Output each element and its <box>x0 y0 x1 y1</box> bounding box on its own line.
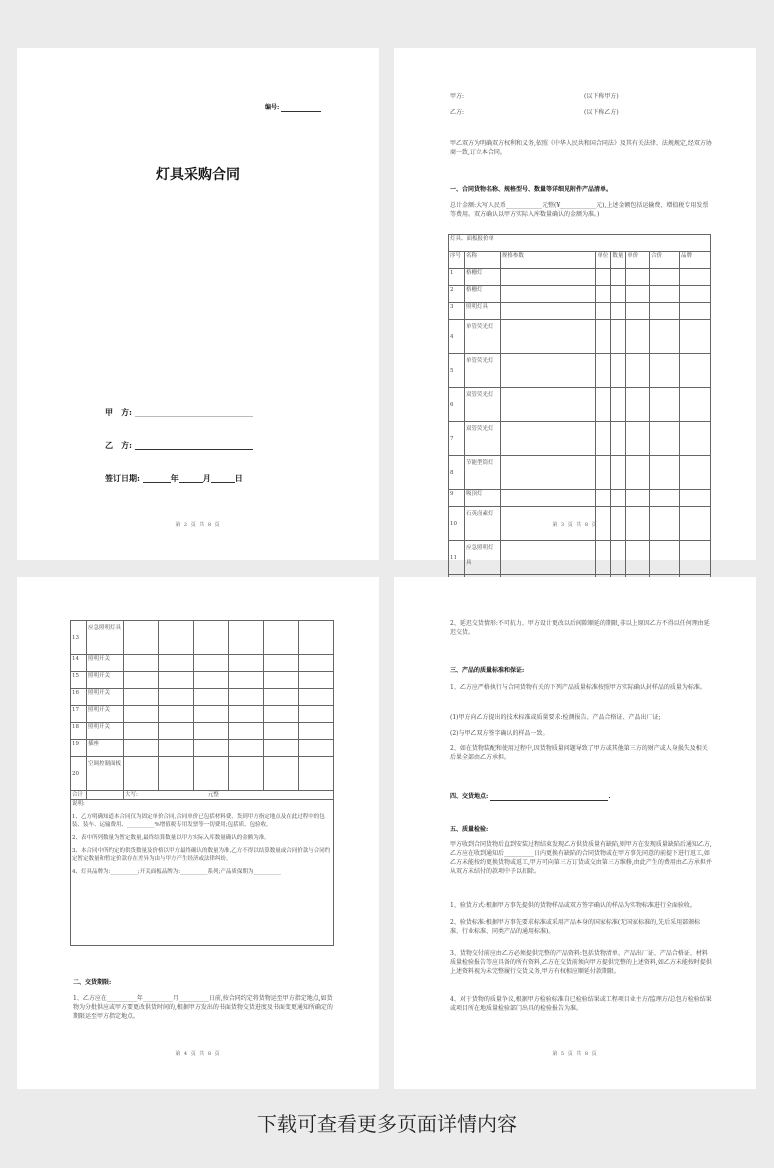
empty-cell <box>124 723 159 740</box>
row-number-cell: 1 <box>449 269 465 286</box>
empty-cell <box>228 723 263 740</box>
delay-clause: 2、延迟交货情形:不可抗力、甲方设计更改以后间隙顺延的期限,非以上原因乙方不得以任何理由延迟交货。 <box>450 620 710 636</box>
empty-cell <box>611 354 626 388</box>
row-number-cell: 19 <box>71 740 87 757</box>
row-number-cell: 17 <box>71 706 87 723</box>
party-b-note: (以下称乙方) <box>584 109 619 116</box>
section-3-heading: 三、产品的质量标准和保证: <box>450 667 525 674</box>
empty-cell <box>596 303 611 320</box>
empty-cell <box>500 354 596 388</box>
empty-cell <box>228 655 263 672</box>
note-item: 2、表中所列数量为暂定数量,最终结算数量以甲方实际入库数量确认的金额为准。 <box>72 835 270 841</box>
number-field <box>265 103 321 112</box>
empty-cell <box>596 269 611 286</box>
empty-cell <box>596 320 611 354</box>
empty-cell <box>500 388 596 422</box>
number-underline <box>281 111 321 112</box>
empty-cell <box>193 621 228 655</box>
empty-cell <box>298 655 333 672</box>
empty-cell <box>500 286 596 303</box>
empty-cell <box>650 388 680 422</box>
empty-cell <box>500 541 596 575</box>
note-label: 说明: <box>72 801 85 807</box>
section-5-heading: 五、质量检验: <box>450 826 489 833</box>
empty-cell <box>596 422 611 456</box>
empty-cell <box>124 672 159 689</box>
inspection-4: 4、对于货物的质量争议,根据甲方检验标准自已检验结果或工程项目业主方/监理方/总包方检验结果或项目所在地质量检验部门出具的检验报告为准。 <box>450 996 712 1012</box>
table-row <box>449 456 711 490</box>
table-header-cell: 合价 <box>650 252 680 269</box>
table-row <box>449 286 711 303</box>
table-header-cell: 规格参数 <box>500 252 596 269</box>
empty-cell <box>626 490 650 507</box>
empty-cell <box>228 672 263 689</box>
note-item: 1、乙方明确知道本合同仅为固定单价合同,合同单价已包括材料费、货到甲方指定地点及在此过程中的包装、装车、运输费用、__________%增值税专用发票等一切费用;包括质、包验收。 <box>72 814 325 828</box>
daxie-label: 大写: <box>125 792 138 798</box>
empty-cell <box>263 706 298 723</box>
row-name-cell: 石英卤素灯 <box>464 507 500 541</box>
party-b: 乙方: <box>450 109 465 116</box>
empty-cell <box>650 456 680 490</box>
table-row <box>71 723 334 740</box>
empty-cell <box>158 740 193 757</box>
row-number-cell: 13 <box>71 621 87 655</box>
party-a-line <box>105 408 253 417</box>
number-label: 编号: <box>265 104 280 111</box>
empty-cell <box>500 320 596 354</box>
empty-cell <box>193 740 228 757</box>
empty-cell <box>650 269 680 286</box>
table-row <box>449 388 711 422</box>
yuan-label: 元整 <box>207 792 219 798</box>
row-number-cell: 9 <box>449 490 465 507</box>
quality-1-a: (1)甲方向乙方提出的技术标准或质量要求:检测报告、产品合格证、产品出厂证; <box>450 714 661 721</box>
month-label: 月 <box>202 473 211 483</box>
row-name-cell: 吸顶灯 <box>464 490 500 507</box>
table-header-cell: 品牌 <box>680 252 711 269</box>
empty-cell <box>611 303 626 320</box>
row-name-cell: 单管荧光灯 <box>464 354 500 388</box>
contract-page-5 <box>394 577 756 1089</box>
table-header-cell: 名称 <box>464 252 500 269</box>
table-row <box>449 303 711 320</box>
empty-cell <box>298 706 333 723</box>
table-row <box>71 706 334 723</box>
year-label: 年 <box>170 473 179 483</box>
empty-cell <box>680 303 711 320</box>
empty-cell <box>626 541 650 575</box>
empty-cell <box>158 706 193 723</box>
table-row <box>71 621 334 655</box>
empty-cell <box>680 269 711 286</box>
quality-1: 1、乙方应严格执行与合同货物有关的下列产品质量标准按照甲方实际确认封样品的质量为标准。 <box>450 684 706 691</box>
empty-cell <box>650 541 680 575</box>
empty-cell <box>680 388 711 422</box>
empty-cell <box>500 490 596 507</box>
table-header-cell: 序号 <box>449 252 465 269</box>
empty-cell <box>611 320 626 354</box>
contract-page-4 <box>17 577 379 1089</box>
empty-cell <box>228 689 263 706</box>
empty-cell <box>611 456 626 490</box>
table-row <box>449 422 711 456</box>
row-name-cell: 格栅灯 <box>464 286 500 303</box>
page-footer: 第 3 页 共 8 页 <box>552 522 598 528</box>
empty-cell <box>228 706 263 723</box>
empty-cell <box>298 757 333 791</box>
row-name-cell: 照明开关 <box>87 689 124 706</box>
quote-table <box>448 234 711 609</box>
empty-cell <box>124 655 159 672</box>
table-row <box>449 354 711 388</box>
empty-cell <box>596 354 611 388</box>
total-amount-text: 总计金额:大写人民币____________元整(¥____________元),上述金额包括运输费、增值税专用发票等费用。双方确认以甲方实际入库数量确认的金额为准。) <box>450 202 709 218</box>
empty-cell <box>298 689 333 706</box>
total-cell: 合计 <box>71 791 87 800</box>
page-footer: 第 2 页 共 8 页 <box>175 522 221 528</box>
inspection-text: 甲方收到合同货物后直到安装过程结束发现乙方供货质量有缺陷,则甲方在发现质量缺陷后通知乙方,乙方应在收到通知后__________日内更换有缺陷的合同货物或在甲方事先同意的前提下进行返工,如乙方未能按约更换货物或返工,甲方可向第三方订货或交由第三方维修,由此产生的费用由乙方承担并从双方未结付的款项中予以扣除。 <box>450 841 712 875</box>
empty-cell <box>626 354 650 388</box>
inspection-3: 3、货物交付前应由乙方必须提供完整的产品资料:包括货物清单、产品出厂证、产品合格证、材料质量检验报告等应具备的所有资料,乙方在交货前须向甲方提供完整的上述资料,如乙方未能按时提供上述资料视为未完整履行交货义务,甲方有权相应顺延付款期限。 <box>450 950 712 975</box>
empty-cell <box>500 456 596 490</box>
contract-page-3 <box>394 48 756 566</box>
party-b-label: 乙 方: <box>105 440 132 450</box>
row-number-cell: 2 <box>449 286 465 303</box>
empty-cell <box>124 621 159 655</box>
table-row <box>71 757 334 791</box>
empty-cell <box>596 541 611 575</box>
row-number-cell: 16 <box>71 689 87 706</box>
party-b-underline <box>135 449 253 450</box>
empty-cell <box>124 740 159 757</box>
contract-cover-page <box>17 48 379 560</box>
empty-cell <box>626 320 650 354</box>
row-name-cell: 双管荧光灯 <box>464 422 500 456</box>
row-number-cell: 6 <box>449 388 465 422</box>
table-row <box>71 740 334 757</box>
empty-cell <box>263 672 298 689</box>
empty-cell <box>193 689 228 706</box>
empty-cell <box>193 655 228 672</box>
row-name-cell: 照明开关 <box>87 672 124 689</box>
section-4-heading: 四、交货地点: <box>450 793 489 800</box>
table-header-cell: 单价 <box>626 252 650 269</box>
empty-cell <box>263 689 298 706</box>
row-number-cell: 8 <box>449 456 465 490</box>
row-number-cell: 4 <box>449 320 465 354</box>
row-name-cell: 格栅灯 <box>464 269 500 286</box>
empty-cell <box>158 689 193 706</box>
row-name-cell: 照明开关 <box>87 706 124 723</box>
row-name-cell: 应急照明灯具 <box>87 621 124 655</box>
party-a-underline <box>135 416 253 417</box>
section-4: 四、交货地点: . <box>450 793 611 800</box>
row-name-cell: 照明开关 <box>87 723 124 740</box>
empty-cell <box>596 490 611 507</box>
row-name-cell: 节能型筒灯 <box>464 456 500 490</box>
table-row <box>449 490 711 507</box>
row-number-cell: 3 <box>449 303 465 320</box>
row-number-cell: 11 <box>449 541 465 575</box>
section-1-heading: 一、合同货物名称、规格型号、数量等详细见附件产品清单。 <box>450 186 613 193</box>
empty-cell <box>263 655 298 672</box>
empty-cell <box>193 723 228 740</box>
table-row <box>71 655 334 672</box>
empty-cell <box>228 757 263 791</box>
table-header-row <box>449 252 711 269</box>
empty-cell <box>263 621 298 655</box>
empty-cell <box>611 422 626 456</box>
inspection-2: 2、验货标准:根据甲方事先要求标准或采用产品本身的国家标准(无国家标准的,先后采用部颁标准、行业标准、同类产品的通用标准)。 <box>450 919 701 935</box>
sign-date-line <box>105 474 243 483</box>
empty-cell <box>611 286 626 303</box>
row-name-cell: 应急照明灯具 <box>464 541 500 575</box>
page-footer: 第 4 页 共 8 页 <box>175 1051 221 1057</box>
party-b-line <box>105 441 253 450</box>
empty-cell <box>626 388 650 422</box>
empty-cell <box>263 757 298 791</box>
row-number-cell: 7 <box>449 422 465 456</box>
empty-cell <box>124 689 159 706</box>
table-row <box>449 320 711 354</box>
empty-cell <box>680 286 711 303</box>
table-row <box>71 800 334 946</box>
empty-cell <box>298 672 333 689</box>
empty-cell <box>626 422 650 456</box>
empty-cell <box>626 456 650 490</box>
empty-cell <box>680 320 711 354</box>
empty-cell <box>158 655 193 672</box>
intro-paragraph: 甲乙双方为明确双方权利和义务,依照《中华人民共和国合同法》及其有关法律、法规规定,经双方协商一致,订立本合同。 <box>450 140 712 156</box>
delivery-place-underline <box>490 800 608 801</box>
empty-cell <box>158 723 193 740</box>
empty-cell <box>500 422 596 456</box>
empty-cell <box>611 541 626 575</box>
empty-cell <box>298 740 333 757</box>
row-name-cell: 双管荧光灯 <box>464 388 500 422</box>
table-row <box>71 672 334 689</box>
row-number-cell: 5 <box>449 354 465 388</box>
contract-title: 灯具采购合同 <box>156 167 240 183</box>
empty-cell <box>680 422 711 456</box>
row-name-cell: 照明灯具 <box>464 303 500 320</box>
empty-cell <box>500 303 596 320</box>
month-underline <box>179 482 203 483</box>
empty-cell <box>596 286 611 303</box>
empty-cell <box>298 621 333 655</box>
empty-cell <box>596 388 611 422</box>
row-name-cell: 照明开关 <box>87 655 124 672</box>
table-row <box>449 541 711 575</box>
row-number-cell: 20 <box>71 757 87 791</box>
empty-cell <box>124 757 159 791</box>
note-item: 3、本合同中所约定的供货数量及价格以甲方最终确认的数量为准,乙方不得以结算数量或合同价款与合同约定暂定数量和暂定价款存在差异为由与甲方产生经济或法律纠纷。 <box>72 848 331 862</box>
empty-cell <box>650 422 680 456</box>
empty-cell <box>680 490 711 507</box>
empty-cell <box>680 456 711 490</box>
table-header-cell: 数量 <box>611 252 626 269</box>
empty-cell <box>298 723 333 740</box>
empty-cell <box>596 456 611 490</box>
empty-cell <box>680 541 711 575</box>
table-row <box>71 791 334 800</box>
party-a-label: 甲 方: <box>105 407 132 417</box>
page-footer: 第 5 页 共 8 页 <box>552 1051 598 1057</box>
party-a-note: (以下称甲方) <box>584 93 619 100</box>
empty-cell <box>650 320 680 354</box>
empty-cell <box>626 286 650 303</box>
row-number-cell: 15 <box>71 672 87 689</box>
empty-cell <box>193 672 228 689</box>
empty-cell <box>193 757 228 791</box>
row-number-cell: 18 <box>71 723 87 740</box>
day-underline <box>211 482 235 483</box>
day-label: 日 <box>234 473 243 483</box>
empty-cell <box>650 490 680 507</box>
row-name-cell: 单管荧光灯 <box>464 320 500 354</box>
quality-1-b: (2)与甲乙双方签字确认的样品一致。 <box>450 730 549 737</box>
inspection-1: 1、验货方式:根据甲方事先提供的货物样品或双方签字确认的样品为实物标准进行全面验收。 <box>450 902 696 909</box>
empty-cell <box>263 740 298 757</box>
empty-cell <box>611 269 626 286</box>
year-underline <box>143 482 171 483</box>
empty-cell <box>263 723 298 740</box>
empty-cell <box>611 490 626 507</box>
empty-cell <box>158 672 193 689</box>
empty-cell <box>611 388 626 422</box>
table-caption: 灯具、面板报价单 <box>449 235 711 252</box>
row-name-cell: 空调控制面板 <box>87 757 124 791</box>
empty-cell <box>626 269 650 286</box>
empty-cell <box>228 621 263 655</box>
table-header-cell: 单位 <box>596 252 611 269</box>
empty-cell <box>158 757 193 791</box>
download-caption: 下载可查看更多页面详情内容 <box>257 1112 517 1136</box>
sign-date-label: 签订日期: <box>105 473 140 483</box>
empty-cell <box>124 706 159 723</box>
quality-2: 2、如在货物装配和使用过程中,因货物质量问题导致了甲方或其他第三方的财产或人身损失及相关后果全部由乙方承担。 <box>450 745 708 761</box>
empty-cell <box>158 621 193 655</box>
empty-cell <box>228 740 263 757</box>
table-row <box>449 269 711 286</box>
empty-cell <box>193 706 228 723</box>
row-name-cell: 插座 <box>87 740 124 757</box>
empty-cell <box>626 303 650 320</box>
quote-table-continued <box>70 620 334 946</box>
note-item: 4、灯具品牌为:__________;开关面板品牌为:__________系列;产品质保期为__________ <box>72 869 281 875</box>
row-number-cell: 10 <box>449 507 465 541</box>
table-row <box>71 689 334 706</box>
empty-cell <box>650 286 680 303</box>
delivery-text: 1、乙方应在__________年__________月__________日前,按合同约定将货物运至甲方指定地点,如货物为分批供应或甲方要更改供货时间的,根据甲方发出的书面货物交货进度及书面变更通知所确定的期限运至甲方指定地点。 <box>73 995 333 1020</box>
empty-cell <box>650 303 680 320</box>
row-number-cell: 14 <box>71 655 87 672</box>
party-a: 甲方: <box>450 93 465 100</box>
empty-cell <box>650 354 680 388</box>
empty-cell <box>680 354 711 388</box>
empty-cell <box>500 269 596 286</box>
section-2-heading: 二、交货期限: <box>73 979 112 986</box>
